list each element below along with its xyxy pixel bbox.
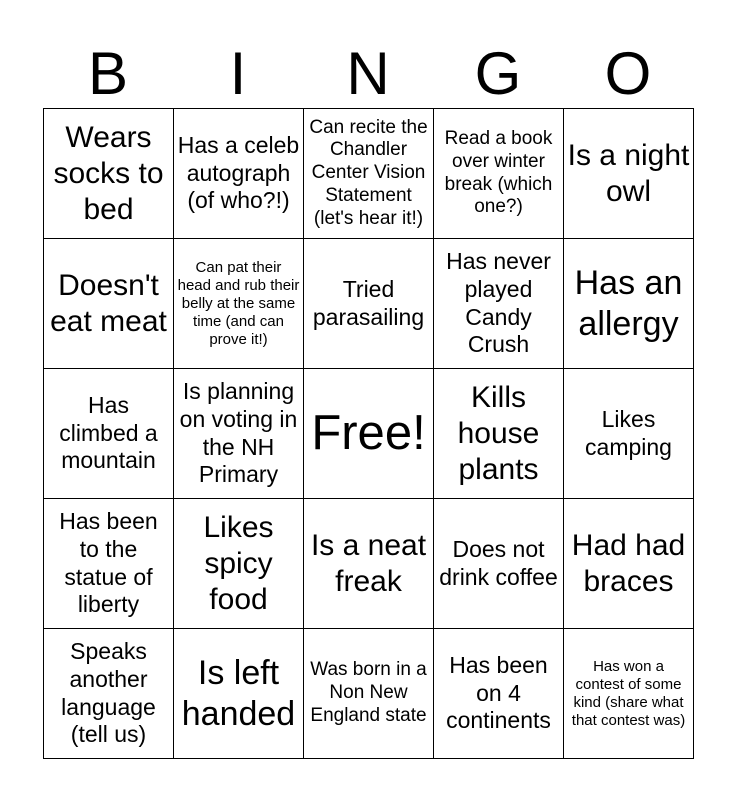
bingo-cell[interactable]: Likes spicy food <box>174 499 304 629</box>
bingo-cell[interactable]: Was born in a Non New England state <box>304 629 434 759</box>
bingo-cell[interactable]: Is left handed <box>174 629 304 759</box>
bingo-cell[interactable]: Is a night owl <box>564 109 694 239</box>
header-letter-i: I <box>229 40 247 107</box>
bingo-cell[interactable]: Has an allergy <box>564 239 694 369</box>
bingo-cell[interactable]: Has a celeb autograph (of who?!) <box>174 109 304 239</box>
bingo-cell[interactable]: Read a book over winter break (which one?) <box>434 109 564 239</box>
header-letter-g: G <box>474 40 522 107</box>
bingo-cell[interactable]: Has never played Candy Crush <box>434 239 564 369</box>
bingo-cell[interactable]: Had had braces <box>564 499 694 629</box>
bingo-cell[interactable]: Can pat their head and rub their belly at the same time (and can prove it!) <box>174 239 304 369</box>
board-row <box>44 499 694 629</box>
bingo-cell[interactable]: Does not drink coffee <box>434 499 564 629</box>
bingo-cell[interactable]: Speaks another language (tell us) <box>44 629 174 759</box>
board-row <box>44 369 694 499</box>
bingo-cell[interactable]: Has been to the statue of liberty <box>44 499 174 629</box>
board-row <box>44 109 694 239</box>
bingo-cell[interactable]: Kills house plants <box>434 369 564 499</box>
bingo-cell[interactable]: Can recite the Chandler Center Vision Statement (let's hear it!) <box>304 109 434 239</box>
bingo-cell[interactable]: Is planning on voting in the NH Primary <box>174 369 304 499</box>
bingo-cell[interactable]: Wears socks to bed <box>44 109 174 239</box>
bingo-cell[interactable]: Doesn't eat meat <box>44 239 174 369</box>
board-row <box>44 629 694 759</box>
bingo-cell[interactable]: Has climbed a mountain <box>44 369 174 499</box>
board-row <box>44 239 694 369</box>
header-letter-b: B <box>87 40 129 107</box>
bingo-cell[interactable]: Has been on 4 continents <box>434 629 564 759</box>
bingo-cell[interactable]: Is a neat freak <box>304 499 434 629</box>
bingo-cell[interactable]: Has won a contest of some kind (share what that contest was) <box>564 629 694 759</box>
free-cell[interactable]: Free! <box>304 369 434 499</box>
bingo-cell[interactable]: Likes camping <box>564 369 694 499</box>
bingo-header <box>43 40 693 108</box>
bingo-cell[interactable]: Tried parasailing <box>304 239 434 369</box>
bingo-board <box>43 108 694 759</box>
header-letter-o: O <box>604 40 652 107</box>
header-letter-n: N <box>346 40 390 107</box>
